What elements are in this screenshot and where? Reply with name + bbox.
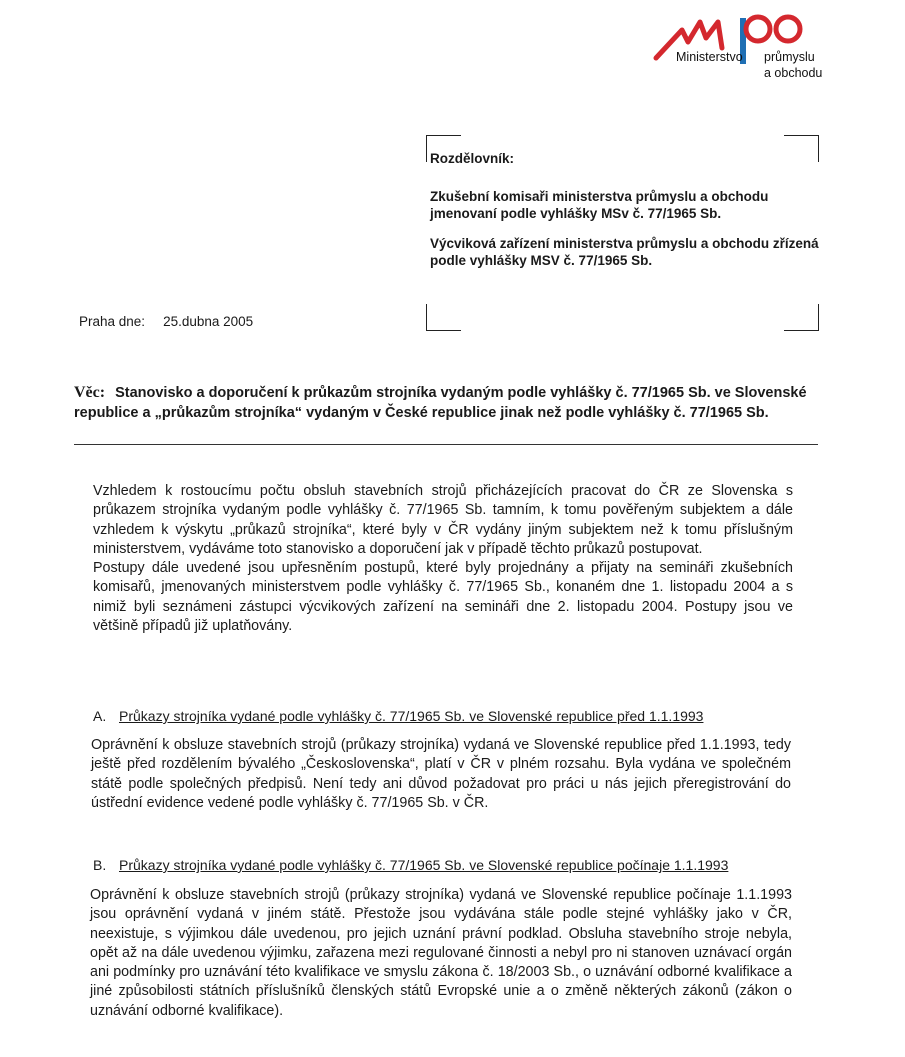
date-label: Praha dne: bbox=[79, 314, 146, 329]
logo-p-bowl bbox=[746, 17, 770, 41]
section-b-letter: B. bbox=[93, 857, 107, 873]
distribution-label: Rozdělovník: bbox=[430, 151, 515, 166]
section-b-title: Průkazy strojníka vydané podle vyhlášky č. 77/1965 Sb. ve Slovenské republice počínaje 1.1.1993 bbox=[119, 857, 729, 873]
ministry-logo bbox=[652, 8, 832, 88]
address-corner-bottom-left bbox=[426, 304, 461, 331]
distribution-list bbox=[430, 150, 830, 269]
date-value: 25.dubna 2005 bbox=[163, 314, 254, 329]
subject-divider bbox=[74, 444, 818, 445]
distribution-recipient-examiners: Zkušební komisaři ministerstva průmyslu a obchodu jmenovaní podle vyhlášky MSv č. 77/1965 Sb. bbox=[430, 189, 769, 221]
section-a-title: Průkazy strojníka vydané podle vyhlášky č. 77/1965 Sb. ve Slovenské republice před 1.1.1993 bbox=[119, 708, 704, 724]
logo-text-ministerstvo: Ministerstvo bbox=[676, 50, 743, 64]
section-a-body: Oprávnění k obsluze stavebních strojů (průkazy strojníka) vydaná ve Slovenské republice před 1.1.1993, tedy ještě před rozdělením bývalého „Československa“, platí v ČR v plném rozsahu. Byla vydána ve společném státě podle společných předpisů. Není tedy ani důvod požadovat pro práci u nás jejich přeregistrování do ústřední evidence vedené podle vyhlášky č. 77/1965 Sb. v ČR. bbox=[91, 737, 791, 811]
subject-label: Věc: bbox=[74, 384, 106, 401]
logo-o bbox=[776, 17, 800, 41]
address-corner-bottom-right bbox=[784, 304, 819, 331]
subject bbox=[74, 383, 818, 423]
section-a-letter: A. bbox=[93, 708, 107, 724]
subject-text: Stanovisko a doporučení k průkazům strojníka vydaným podle vyhlášky č. 77/1965 Sb. ve Slovenské republice a „průkazům strojníka“ vydaným v České republice jinak než podle vyhlášky č. 77/1965 Sb. bbox=[74, 385, 807, 421]
intro-paragraph-1: Vzhledem k rostoucímu počtu obsluh stavebních strojů přicházejících pracovat do ČR ze Slovenska s průkazem strojníka vydaným podle vyhlášky č. 77/1965 Sb. tamním, k tomu pověřeným subjektem a dále vzhledem k výskytu „průkazů strojníka“, které byly v ČR vydány jiným subjektem než k tomu příslušným ministerstvem, vydáváme toto stanovisko a doporučení jak v případě těchto průkazů postupovat. bbox=[93, 483, 793, 557]
intro bbox=[93, 482, 793, 636]
section-a-heading bbox=[93, 707, 703, 725]
section-b-body: Oprávnění k obsluze stavebních strojů (průkazy strojníka) vydaná ve Slovenské republice počínaje 1.1.1993 jsou oprávnění vydaná v jiném státě. Přestože jsou vydávána stále podle stejné vyhlášky jako v ČR, neexistuje, s výjimkou dále uvedenou, pro jejich uznání právní podklad. Obsluha stavebního stroje nebyla, opět až na dále uvedenou výjimku, zařazena mezi regulované činnosti a nebyl pro ni stanoven uznávací orgán ani podmínky pro uznávání této kvalifikace ve smyslu zákona č. 18/2003 Sb., o uznávání odborné kvalifikace a jiné způsobilosti státních příslušníků členských států Evropské unie a o změně některých zákonů (zákon o uznávání odborné kvalifikace). bbox=[90, 887, 792, 1019]
logo-text-prumyslu: průmyslu bbox=[764, 50, 815, 64]
section-b-heading bbox=[93, 856, 728, 874]
distribution-recipient-training: Výcviková zařízení ministerstva průmyslu a obchodu zřízená podle vyhlášky MSV č. 77/1965 Sb. bbox=[430, 236, 819, 268]
logo-text-obchodu: a obchodu bbox=[764, 66, 823, 80]
date-line bbox=[79, 314, 253, 329]
intro-paragraph-2: Postupy dále uvedené jsou upřesněním postupů, které byly projednány a přijaty na semináři zkušebních komisařů, jmenovaných ministerstvem podle vyhlášky č. 77/1965 Sb., konaném dne 1. listopadu 2004 a s nimiž byli seznámeni zástupci výcvikových zařízení na semináři dne 2. listopadu 2004. Postupy jsou ve většině případů již uplatňovány. bbox=[93, 560, 793, 635]
